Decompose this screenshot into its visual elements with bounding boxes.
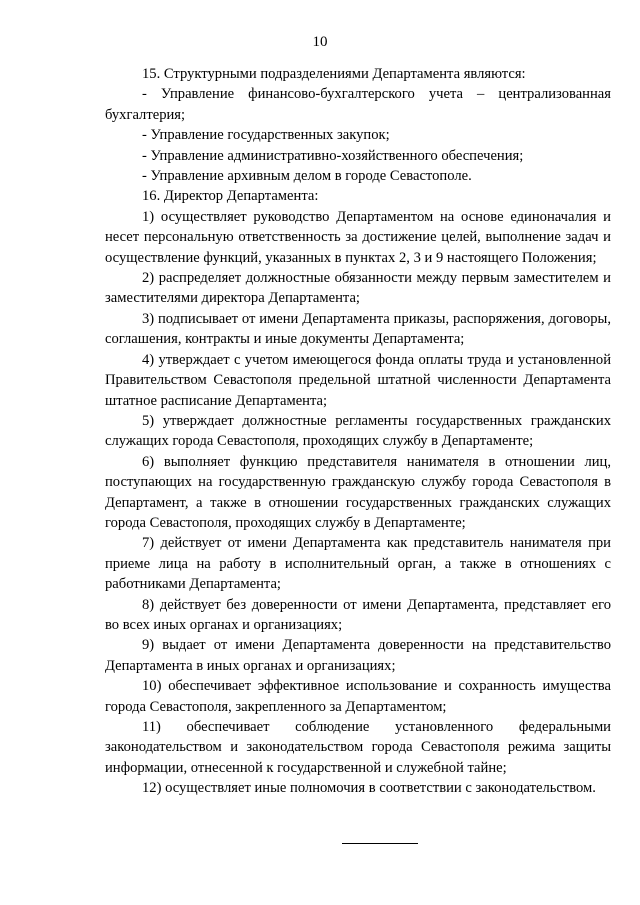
end-of-document-rule bbox=[342, 843, 418, 844]
list-item-procurement-department: - Управление государственных закупок; bbox=[142, 127, 390, 144]
clause-9: 9) выдает от имени Департамента доверенности на представительство Департамента в иных органах и организациях; bbox=[105, 637, 611, 674]
clause-6: 6) выполняет функцию представителя нанимателя в отношении лиц, поступающих на государственную гражданскую службу города Севастополя в Департамент, а также в отношении государственных гражданских служащих города Севастополя, проходящих службу в Департаменте; bbox=[105, 453, 611, 531]
clause-5: 5) утверждает должностные регламенты государственных гражданских служащих города Севастополя, проходящих службу в Департаменте; bbox=[105, 412, 611, 450]
clause-8: 8) действует без доверенности от имени Департамента, представляет его во всех иных органах и организациях; bbox=[105, 596, 611, 633]
clause-7: 7) действует от имени Департамента как представитель нанимателя при приеме лица на работу в исполнительный орган, а также в отношениях с работниками Департамента; bbox=[105, 535, 611, 593]
paragraph-16-heading: 16. Директор Департамента: bbox=[142, 188, 319, 205]
list-item-administrative-department: - Управление административно-хозяйственного обеспечения; bbox=[142, 147, 524, 164]
clause-3: 3) подписывает от имени Департамента приказы, распоряжения, договоры, соглашения, контракты и иные документы Департамента; bbox=[105, 310, 611, 348]
list-item-finance-department: - Управление финансово-бухгалтерского учета – централизованная бухгалтерия; bbox=[105, 86, 611, 123]
clause-4: 4) утверждает с учетом имеющегося фонда оплаты труда и установленной Правительством Севастополя предельной штатной численности Департамента штатное расписание Департамента; bbox=[105, 351, 611, 409]
clause-11: 11) обеспечивает соблюдение установленного федеральными законодательством и законодательством города Севастополя режима защиты информации, отнесенной к государственной и служебной тайне; bbox=[105, 719, 611, 776]
list-item-archive-department: - Управление архивным делом в городе Севастополе. bbox=[142, 168, 472, 185]
clause-1: 1) осуществляет руководство Департаментом на основе единоначалия и несет персональную ответственность за достижение целей, выполнение задач и осуществление функций, указанных в пунктах 2, 3 и 9 настоящего Положения; bbox=[105, 208, 611, 266]
clause-10: 10) обеспечивает эффективное использование и сохранность имущества города Севастополя, закрепленного за Департаментом; bbox=[105, 678, 611, 715]
clause-12: 12) осуществляет иные полномочия в соответствии с законодательством. bbox=[142, 780, 596, 797]
clause-2: 2) распределяет должностные обязанности между первым заместителем и заместителями директора Департамента; bbox=[105, 270, 611, 307]
page-number: 10 bbox=[312, 34, 328, 50]
document-body bbox=[105, 64, 611, 799]
paragraph-15-heading: 15. Структурными подразделениями Департамента являются: bbox=[142, 66, 526, 82]
